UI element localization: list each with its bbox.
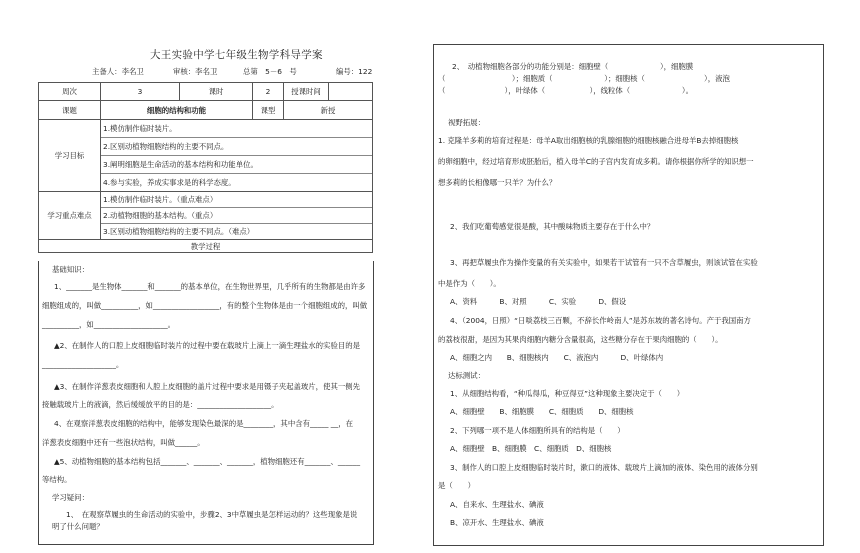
right-line: 2、我们吃葡萄感觉很是酸，其中酸味物质主要存在于什么中？ xyxy=(450,222,655,231)
key-points-list xyxy=(101,192,373,240)
key-point-item: 3.区别动植物细胞结构的主要不同点。（难点） xyxy=(103,227,255,236)
week-value: 3 xyxy=(101,83,180,101)
right-line: A、细胞壁 B、细胞膜 C、细胞质 D、细胞核 xyxy=(450,444,612,453)
body-line: 等结构。 xyxy=(42,475,72,484)
body-line: 洋葱表皮细胞中还有一些泡状结构，叫做______。 xyxy=(42,438,205,447)
right-line: 4、（2004，日照）“日啖荔枝三百颗，不辞长作岭南人”是苏东坡的著名诗句。产于我国南方 xyxy=(450,316,751,325)
right-line: 视野拓展： xyxy=(448,118,485,127)
serial-number-label: 编号：122 xyxy=(336,67,373,76)
body-line: ▲5、动植物细胞的基本结构包括_______、_______、_______，植物细胞还有_______、______ xyxy=(54,457,361,466)
right-line: 3、制作人的口腔上皮细胞临时装片时，漱口的液体、载玻片上滴加的液体、染色用的液体分别 xyxy=(450,463,758,472)
body-line: ▲2、在制作人的口腔上皮细胞临时装片的过程中要在载玻片上滴上一滴生理盐水的实验目的是 xyxy=(54,341,361,350)
right-line xyxy=(438,246,820,258)
body-line: 细胞组成的，叫做__________，如__________________，有的整个生物体是由一个细胞组成的，叫做 xyxy=(42,301,368,310)
right-line: 2、 动植物细胞各部分的功能分别是：细胞壁（ ），细胞膜 xyxy=(452,62,694,71)
process-heading: 教学过程 xyxy=(39,240,373,253)
goal-item: 3.阐明细胞是生命活动的基本结构和功能单位。 xyxy=(101,156,372,174)
right-line: （ ）；细胞质（ ）；细胞核（ ），液泡 xyxy=(438,74,730,83)
right-line: 中是作为（ ）。 xyxy=(438,279,501,288)
right-line: 1、从细胞结构看，“种瓜得瓜，种豆得豆”这种现象主要决定于（ ） xyxy=(450,389,685,398)
class-time-value xyxy=(329,83,373,101)
total-number-label: 总第 5－6 号 xyxy=(243,67,297,76)
right-line: 2、下列哪一项不是人体细胞所具有的结构是（ ） xyxy=(450,426,625,435)
body-line: 1、 在观察草履虫的生命活动的实验中，步骤2、3中草履虫是怎样运动的？这些现象是说 xyxy=(66,510,358,519)
body-line: 1、_______是生物体_______和_______的基本单位，在生物世界里，几乎所有的生物都是由许多 xyxy=(54,282,366,291)
right-line: （ ），叶绿体（ ），线粒体（ ）。 xyxy=(438,86,693,95)
right-line: 是（ ） xyxy=(438,481,475,490)
right-line: 的荔枝很甜，是因为其果肉细胞内糖分含量很高，这些糖分存在于果肉细胞的（ ）。 xyxy=(438,335,723,344)
topic-label: 课题 xyxy=(39,101,101,120)
right-line: A、细胞壁 B、细胞膜 C、细胞质 D、细胞核 xyxy=(450,407,634,416)
page-title: 大王实验中学七年级生物学科导学案 xyxy=(150,49,323,61)
key-point-item: 1.模仿制作临时装片。（重点难点） xyxy=(101,192,372,208)
goal-item: 2.区别动植物细胞结构的主要不同点。 xyxy=(101,138,372,156)
body-line: 学习疑问： xyxy=(52,493,89,502)
editor-label: 主备人：李名卫 xyxy=(92,67,144,76)
week-label: 周次 xyxy=(39,83,101,101)
right-line: 想多莉的长相像哪一只羊？为什么？ xyxy=(438,178,557,187)
body-line: ____________________。 xyxy=(42,360,124,369)
body-line: __________，如____________________。 xyxy=(42,320,176,329)
goals-label: 学习目标 xyxy=(39,120,101,192)
body-line: 明了什么问题？ xyxy=(52,522,104,531)
goal-item: 4.参与实验，养成实事求是的科学态度。 xyxy=(103,178,236,187)
body-line: ▲3、在制作洋葱表皮细胞和人腔上皮细胞的盖片过程中要求是用镊子夹起盖玻片，使其一侧先 xyxy=(54,382,361,391)
right-line xyxy=(438,202,820,222)
key-point-item: 2.动植物细胞的基本结构。（重点） xyxy=(101,208,372,224)
body-line: 4、在观察洋葱表皮细胞的结构中，能够发现染色最深的是________，其中含有_____ __，在 xyxy=(54,419,353,428)
lesson-type-value: 新授 xyxy=(284,101,373,120)
lesson-info-table xyxy=(38,82,373,253)
goals-list xyxy=(101,120,373,192)
key-points-label: 学习重点难点 xyxy=(39,192,101,240)
class-time-label: 授课时间 xyxy=(284,83,329,101)
goal-item: 1.模仿制作临时装片。 xyxy=(101,120,372,138)
right-line: A、自来水、生理盐水、碘液 xyxy=(450,500,544,509)
right-line: 达标测试： xyxy=(448,371,485,380)
process-body xyxy=(42,265,367,534)
period-value: 2 xyxy=(253,83,284,101)
lesson-type-label: 课型 xyxy=(253,101,284,120)
right-line: 3、再把草履虫作为操作变量的有关实验中，如果若干试管有一只不含草履虫，则该试管在实验 xyxy=(450,258,758,267)
right-line: A、细胞之内 B、细胞核内 C、液泡内 D、叶绿体内 xyxy=(450,353,664,362)
right-line: 1. 克隆羊多莉的培育过程是：母羊A取出细胞核的乳腺细胞的细胞核融合进母羊B去掉细胞核 xyxy=(438,136,739,145)
right-line: 的卵细胞中，经过培育形成胚胎后，植入母羊C的子宫内发育成多莉。请你根据你所学的知识想一 xyxy=(438,157,754,166)
right-page-content xyxy=(438,62,820,530)
reviewer-label: 审核：李名卫 xyxy=(173,67,218,76)
period-label: 课时 xyxy=(180,83,253,101)
right-line: B、凉开水、生理盐水、碘液 xyxy=(450,518,544,527)
topic-value: 细胞的结构和功能 xyxy=(101,101,253,120)
body-line: 接触载玻片上的液滴，然后缓缓放平的目的是：____________________。 xyxy=(42,400,279,409)
right-line xyxy=(438,98,820,118)
right-line: A、资料 B、对照 C、实验 D、假设 xyxy=(450,297,627,306)
body-line: 基础知识： xyxy=(52,265,89,274)
right-line xyxy=(438,234,820,246)
right-line xyxy=(438,190,820,202)
